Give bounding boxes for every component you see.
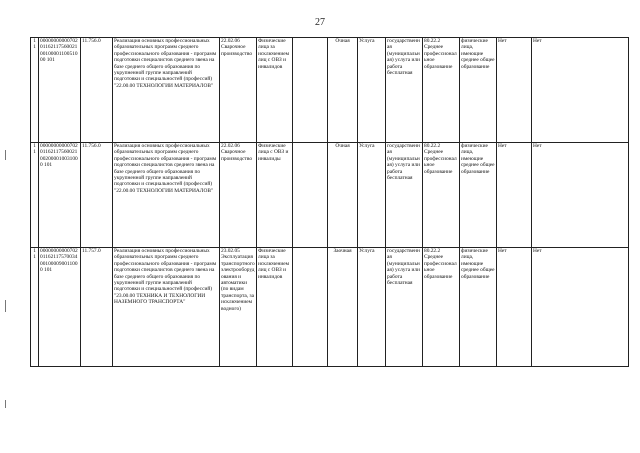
registry-code: 00000000000702 01162117560021002000010031000 101 <box>39 143 81 248</box>
row-index: 11 <box>31 248 39 367</box>
study-form: Очная <box>328 143 358 248</box>
payment-type: государственная (муниципальная) услуга или работа бесплатная <box>386 248 423 367</box>
okved-code: 11.757.0 <box>81 248 113 367</box>
okved-code: 11.756.0 <box>81 143 113 248</box>
study-form: Очная <box>328 38 358 143</box>
table-row <box>31 143 629 248</box>
education-level: 80.22.2 Среднее профессиональное образование <box>423 248 460 367</box>
row-index: 11 <box>31 38 39 143</box>
education-level: 80.22.2 Среднее профессиональное образование <box>423 38 460 143</box>
consumer-category: Физические лица за исключением лиц с ОВЗ и инвалидов <box>257 248 293 367</box>
specialty: 23.02.05 Эксплуатация транспортного электрооборудования и автоматики (по видам транспорта, за исключением водного) <box>220 248 257 367</box>
flag-1: Нет <box>497 38 532 143</box>
consumer-category: Физические лица с ОВЗ и инвалиды <box>257 143 293 248</box>
scan-edge-mark <box>5 300 6 312</box>
empty-cell <box>293 38 328 143</box>
scan-edge-mark <box>5 150 6 160</box>
table-row <box>31 248 629 367</box>
service-type: Услуга <box>358 248 386 367</box>
service-name: Реализация основных профессиональных образовательных программ среднего профессионального образования - программ подготовки специалистов среднего звена на базе среднего общего образования по укрупненной группе направлений подготовки и специальностей (профессий) "23.00.00 ТЕХНИКА И ТЕХНОЛОГИИ НАЗЕМНОГО ТРАНСПОРТА" <box>113 248 220 367</box>
row-index: 11 <box>31 143 39 248</box>
page-number: 27 <box>315 17 325 28</box>
empty-cell <box>293 248 328 367</box>
service-name: Реализация основных профессиональных образовательных программ среднего профессионального образования - программ подготовки специалистов среднего звена на базе среднего общего образования по укрупненной группе направлений подготовки и специальностей (профессий) "22.00.00 ТЕХНОЛОГИИ МАТЕРИАЛОВ" <box>113 38 220 143</box>
flag-2: Нет <box>532 248 629 367</box>
empty-cell <box>293 143 328 248</box>
payment-type: государственная (муниципальная) услуга или работа бесплатная <box>386 143 423 248</box>
table-row <box>31 38 629 143</box>
registry-code: 00000000000702 011621175600210010000110051000 101 <box>39 38 81 143</box>
flag-1: Нет <box>497 143 532 248</box>
consumers: физические лица, имеющие среднее общее образование <box>460 38 497 143</box>
consumer-category: Физические лица за исключением лиц с ОВЗ и инвалидов <box>257 38 293 143</box>
payment-type: государственная (муниципальная) услуга или работа бесплатная <box>386 38 423 143</box>
flag-2: Нет <box>532 38 629 143</box>
okved-code: 11.756.0 <box>81 38 113 143</box>
consumers: физические лица, имеющие среднее общее образование <box>460 143 497 248</box>
service-type: Услуга <box>358 143 386 248</box>
flag-2: Нет <box>532 143 629 248</box>
specialty: 22.02.06 Сварочное производство <box>220 143 257 248</box>
education-level: 80.22.2 Среднее профессиональное образование <box>423 143 460 248</box>
specialty: 22.02.06 Сварочное производство <box>220 38 257 143</box>
scan-edge-mark <box>5 400 6 408</box>
service-name: Реализация основных профессиональных образовательных программ среднего профессионального образования - программ подготовки специалистов среднего звена на базе среднего общего образования по укрупненной группе направлений подготовки и специальностей (профессий) "22.00.00 ТЕХНОЛОГИИ МАТЕРИАЛОВ" <box>113 143 220 248</box>
service-type: Услуга <box>358 38 386 143</box>
flag-1: Нет <box>497 248 532 367</box>
registry-code: 00000000000702 01162117570034001000090011000 101 <box>39 248 81 367</box>
study-form: Заочная <box>328 248 358 367</box>
registry-table <box>30 37 629 367</box>
consumers: физические лица, имеющие среднее общее образование <box>460 248 497 367</box>
